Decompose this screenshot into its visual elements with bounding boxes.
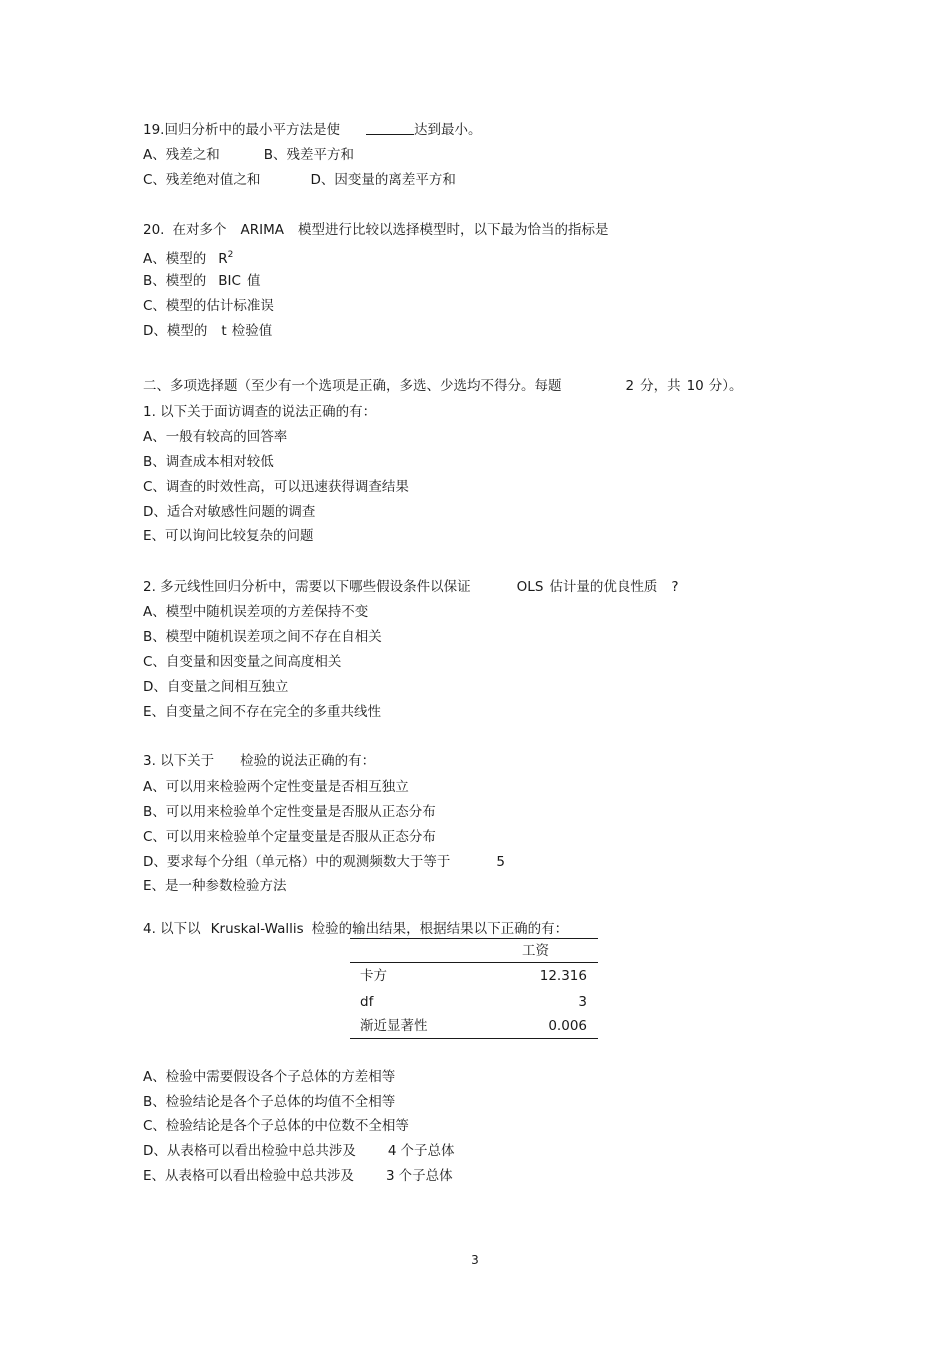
q19-options-ab	[143, 146, 354, 164]
q19-options-cd	[143, 171, 456, 189]
m3-option-e: E、是一种参数检验方法	[143, 878, 287, 894]
q19-option-c: C、残差绝对值之和	[143, 172, 261, 188]
m4-option-d	[143, 1142, 455, 1160]
m1-option-b: B、调查成本相对较低	[143, 454, 274, 470]
q19-stem-text: 19.回归分析中的最小平方法是使	[143, 122, 340, 138]
q20-stem	[143, 221, 608, 239]
q19-option-b: B、残差平方和	[263, 147, 355, 163]
m2-option-a: A、模型中随机误差项的方差保持不变	[143, 604, 369, 620]
table-row-value: 12.316	[539, 968, 587, 984]
table-header-rule	[350, 962, 598, 963]
table-row-label: df	[360, 994, 374, 1010]
q19-blank	[366, 121, 414, 135]
section2-score-total: 10	[686, 378, 704, 394]
m4-option-c: C、检验结论是各个子总体的中位数不全相等	[143, 1118, 409, 1134]
section2-title-mid: 分，共	[640, 378, 681, 394]
m1-option-d: D、适合对敏感性问题的调查	[143, 504, 316, 520]
m2-stem-text: 2. 多元线性回归分析中，需要以下哪些假设条件以保证	[143, 579, 471, 595]
m1-option-e: E、可以询问比较复杂的问题	[143, 528, 314, 544]
q19-option-a: A、残差之和	[143, 147, 220, 163]
table-row-label: 渐近显著性	[360, 1018, 428, 1034]
q20-option-a-sup: 2	[227, 250, 234, 260]
section2-title-tail: 分）。	[708, 378, 743, 394]
q20-option-b-text: B、模型的	[143, 273, 207, 289]
table-row-value: 3	[578, 994, 587, 1010]
page-number: 3	[471, 1253, 479, 1267]
q20-option-d-t: t	[221, 323, 227, 339]
m4-stem-tail: 检验的输出结果，根据结果以下正确的有：	[311, 921, 569, 937]
q20-option-b-bic: BIC	[218, 273, 241, 289]
q20-option-a-r: R	[218, 251, 228, 267]
m4-option-b: B、检验结论是各个子总体的均值不全相等	[143, 1094, 396, 1110]
section2-title-text: 二、多项选择题（至少有一个选项是正确，多选、少选均不得分。每题	[143, 378, 562, 394]
m3-option-d-number: 5	[496, 854, 505, 870]
table-header: 工资	[522, 943, 549, 959]
m3-option-b: B、可以用来检验单个定性变量是否服从正态分布	[143, 804, 436, 820]
q19-stem	[143, 121, 481, 139]
m4-option-d-tail: 个子总体	[400, 1143, 455, 1159]
m4-stem	[143, 920, 568, 938]
q20-stem-tail: 模型进行比较以选择模型时，以下最为恰当的指标是	[297, 222, 609, 238]
m2-stem	[143, 578, 679, 596]
m3-option-c: C、可以用来检验单个定量变量是否服从正态分布	[143, 829, 436, 845]
q20-option-b-tail: 值	[246, 273, 261, 289]
q20-option-c	[143, 297, 274, 315]
q19-stem-tail: 达到最小。	[413, 122, 482, 138]
q19-option-d: D、因变量的离差平方和	[310, 172, 456, 188]
m4-option-a: A、检验中需要假设各个子总体的方差相等	[143, 1069, 396, 1085]
m4-option-e-tail: 个子总体	[398, 1168, 453, 1184]
q20-number: 20.	[143, 222, 165, 238]
m4-option-e-number: 3	[386, 1168, 395, 1184]
m4-option-e	[143, 1167, 453, 1185]
q20-option-d-text: D、模型的	[143, 323, 208, 339]
m2-option-b: B、模型中随机误差项之间不存在自相关	[143, 629, 382, 645]
m1-option-c: C、调查的时效性高，可以迅速获得调查结果	[143, 479, 409, 495]
m2-option-c: C、自变量和因变量之间高度相关	[143, 654, 342, 670]
q20-option-a-text: A、模型的	[143, 251, 207, 267]
m1-stem: 1. 以下关于面访调查的说法正确的有：	[143, 404, 377, 420]
table-bottom-rule	[350, 1038, 598, 1039]
m2-option-d: D、自变量之间相互独立	[143, 679, 289, 695]
section2-score-each: 2	[625, 378, 635, 394]
q20-arima: ARIMA	[240, 222, 284, 238]
q20-option-a	[143, 246, 233, 268]
q20-stem-text: 在对多个	[172, 222, 227, 238]
q20-option-c-text: C、模型的估计标准误	[143, 298, 274, 314]
m4-option-d-text: D、从表格可以看出检验中总共涉及	[143, 1143, 356, 1159]
table-row-label: 卡方	[360, 968, 387, 984]
table-row-value: 0.006	[548, 1018, 587, 1034]
q20-option-d-tail: 检验值	[231, 323, 273, 339]
section2-title	[143, 377, 743, 395]
m2-question-mark: ?	[671, 579, 679, 595]
m3-option-d-text: D、要求每个分组（单元格）中的观测频数大于等于	[143, 854, 451, 870]
m3-stem-tail: 检验的说法正确的有：	[240, 753, 376, 769]
q20-option-b	[143, 272, 260, 290]
m1-option-a: A、一般有较高的回答率	[143, 429, 288, 445]
m4-option-e-text: E、从表格可以看出检验中总共涉及	[143, 1168, 355, 1184]
m2-option-e: E、自变量之间不存在完全的多重共线性	[143, 704, 382, 720]
m2-stem-tail: 估计量的优良性质	[549, 579, 658, 595]
m4-kruskal-wallis: Kruskal-Wallis	[210, 921, 304, 937]
q20-option-d	[143, 322, 272, 340]
m4-stem-text: 4. 以下以	[143, 921, 201, 937]
m2-ols: OLS	[516, 579, 544, 595]
m3-option-d	[143, 853, 505, 871]
table-top-rule	[350, 938, 598, 939]
m3-option-a: A、可以用来检验两个定性变量是否相互独立	[143, 779, 409, 795]
m4-option-d-number: 4	[387, 1143, 397, 1159]
m3-stem-text: 3. 以下关于	[143, 753, 215, 769]
m3-stem	[143, 752, 375, 770]
